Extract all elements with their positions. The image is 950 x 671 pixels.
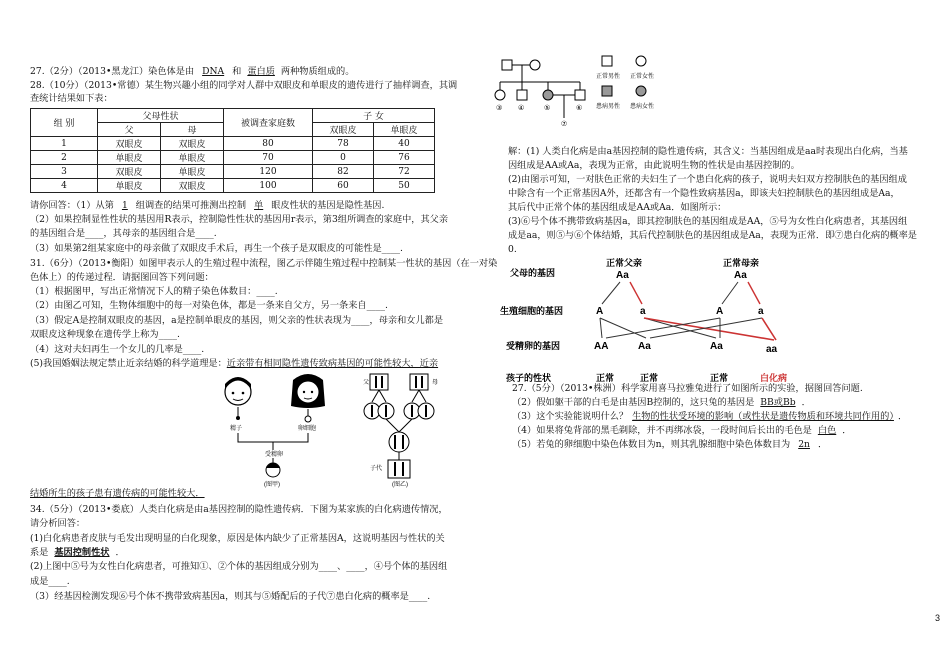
row-label-gametes: 生殖细胞的基因 bbox=[500, 306, 564, 316]
fig-jia-label: (图甲) bbox=[264, 482, 280, 488]
cell: 双眼皮 bbox=[98, 165, 161, 179]
th-parents: 父母性状 bbox=[98, 109, 224, 123]
q28-q2: （2）如果控制显性性状的基因用R表示，控制隐性性状的基因用r表示，第3组所调查的家庭中，其父亲 bbox=[30, 214, 449, 225]
pedigree-num-4: ④ bbox=[518, 105, 525, 112]
th-father: 父 bbox=[98, 123, 161, 137]
cell: 72 bbox=[374, 165, 435, 179]
table-row bbox=[31, 179, 435, 193]
page-number: 3 bbox=[934, 613, 940, 623]
offspring-Aa-1: Aa bbox=[638, 341, 651, 352]
baby-icon bbox=[266, 463, 280, 477]
table-row bbox=[31, 151, 435, 165]
q31-l5: （3）假定A是控制双眼皮的基因，a是控制单眼皮的基因，则父亲的性状表现为____，母亲和女儿都是 bbox=[30, 315, 444, 326]
pedigree-chart bbox=[498, 50, 678, 140]
legend-normal-male: 正常男性 bbox=[596, 74, 621, 80]
answer-l7: 成是aa，则⑤与⑥个体结婚，其后代控制肤色的基因组成是Aa，表现为正常．即⑦患白化病的概率是 bbox=[508, 230, 917, 241]
trait-albinism: 白化病 bbox=[760, 373, 788, 383]
q34-l6: 成是____. bbox=[30, 576, 70, 587]
woman-icon bbox=[291, 374, 325, 408]
answer-l1: 解：(1) 人类白化病是由a基因控制的隐性遗传病，其含义：当基因组成是aa时表现出白化病，当基 bbox=[508, 146, 908, 157]
trait-1: 正常 bbox=[596, 373, 615, 383]
q34-l5: (2)上图中⑤号为女性白化病患者，可推知①、②个体的基因组成分别为____、____，④号个体的基因组 bbox=[30, 561, 448, 572]
q34-l3: (1)白化病患者皮肤与毛发出现明显的白化现象，原因是体内缺少了正常基因A，这说明基因与性状的关 bbox=[30, 533, 445, 544]
cell: 100 bbox=[224, 179, 313, 193]
q34-l4: 系是 基因控制性状 ． bbox=[30, 547, 125, 558]
cell: 120 bbox=[224, 165, 313, 179]
cell: 4 bbox=[31, 179, 98, 193]
chromosome-diagram bbox=[363, 374, 438, 488]
q31-l3: （1）根据图甲，写出正常情况下人的精子染色体数目：____. bbox=[30, 286, 278, 297]
cell: 70 bbox=[224, 151, 313, 165]
pedigree-num-3: ③ bbox=[496, 105, 503, 112]
q28-intro-2: 查统计结果如下表： bbox=[30, 93, 113, 104]
legend-normal-female: 正常女性 bbox=[630, 74, 655, 80]
normal-father-label: 正常父亲 bbox=[606, 258, 643, 268]
row-label-parents: 父母的基因 bbox=[510, 268, 556, 278]
q27b-l3: （3）这个实验能说明什么？ 生物的性状受环境的影响（或性状是遗传物质和环境共同作用的） ． bbox=[512, 411, 908, 422]
mother-label: 母 bbox=[432, 380, 439, 386]
fig-yi-label: (图乙) bbox=[392, 482, 408, 488]
q31-l9: 结婚所生的孩子患有遗传病的可能性较大． bbox=[30, 488, 205, 499]
offspring-aa: aa bbox=[766, 344, 778, 355]
gamete-A-father: A bbox=[596, 306, 604, 317]
answer-l5: 其后代中正常个体的基因组成是AA或Aa．如图所示： bbox=[508, 202, 727, 213]
cell: 单眼皮 bbox=[161, 165, 224, 179]
q28-intro-1: 28.（10分）（2013•常德）某生物兴趣小组的同学对人群中双眼皮和单眼皮的遗传进行了抽样调查，其调 bbox=[30, 80, 458, 91]
row-label-traits: 孩子的性状 bbox=[506, 373, 552, 383]
cell: 单眼皮 bbox=[98, 179, 161, 193]
cell: 单眼皮 bbox=[161, 151, 224, 165]
father-genotype: Aa bbox=[616, 270, 629, 281]
answer-l6: (3)⑥号个体不携带致病基因a，即其控制肤色的基因组成是AA，⑤号为女性白化病患者，其基因组 bbox=[508, 216, 908, 227]
cell: 50 bbox=[374, 179, 435, 193]
pedigree-legend bbox=[596, 56, 654, 110]
q28-q2b: 的基因组合是____，其母亲的基因组合是____. bbox=[30, 228, 217, 239]
cell: 单眼皮 bbox=[98, 151, 161, 165]
answer-l3: (2)由图示可知，一对肤色正常的夫妇生了一个患白化病的孩子，说明夫妇双方控制肤色的基因组成 bbox=[508, 174, 907, 185]
survey-table bbox=[30, 108, 435, 193]
answer-l4: 中除含有一个正常基因A外，还都含有一个隐性致病基因a，即该夫妇控制肤色的基因组成是Aa， bbox=[508, 188, 900, 199]
egg-label: 卵细胞 bbox=[298, 426, 317, 432]
q27b-l5: （5）若兔的卵细胞中染色体数目为n，则其乳腺细胞中染色体数目为 2n ． bbox=[512, 439, 828, 450]
th-children: 子 女 bbox=[313, 109, 435, 123]
q28-answer-1: 请你回答：（1）从第 1 组调查的结果可推测出控制 单 眼皮性状的基因是隐性基因. bbox=[30, 200, 385, 211]
zygote-label: 受精卵 bbox=[265, 452, 284, 458]
q34-l7: （3）经基因检测发现⑥号个体不携带致病基因a，则其与⑤婚配后的子代⑦患白化病的概率是____. bbox=[30, 591, 431, 602]
q27b-l1: 27.（5分）（2013•株洲）科学家用喜马拉雅兔进行了如图所示的实验，据图回答问题. bbox=[512, 383, 863, 394]
q28-q3: （3）如果第2组某家庭中的母亲做了双眼皮手术后，再生一个孩子是双眼皮的可能性是____. bbox=[30, 243, 403, 254]
sperm-cell bbox=[236, 416, 240, 420]
cell: 双眼皮 bbox=[161, 137, 224, 151]
cell: 1 bbox=[31, 137, 98, 151]
offspring-Aa-2: Aa bbox=[710, 341, 723, 352]
q27b-l4: （4）如果将兔背部的黑毛剃除，并不再绑冰袋，一段时间后长出的毛色是 白色 ． bbox=[512, 425, 852, 436]
sperm-label: 精子 bbox=[230, 426, 243, 432]
pedigree-num-7: ⑦ bbox=[560, 121, 568, 128]
genetic-cross-diagram bbox=[498, 256, 828, 384]
table-row bbox=[31, 137, 435, 151]
pedigree-num-5: ⑤ bbox=[544, 105, 551, 112]
q27a-line: 27.（2分）（2013•黑龙江）染色体是由 DNA 和 蛋白质 两种物质组成的。 bbox=[30, 66, 355, 77]
answer-l8: 0. bbox=[508, 244, 517, 255]
father-label: 父 bbox=[363, 380, 370, 386]
table-row bbox=[31, 165, 435, 179]
q31-l8: (5)我国婚姻法规定禁止近亲结婚的科学道理是：近亲带有相同隐性遗传致病基因的可能性较大，近亲 bbox=[30, 358, 439, 369]
trait-3: 正常 bbox=[710, 373, 729, 383]
q27b-l2: （2）假如躯干部的白毛是由基因B控制的，这只兔的基因是 BB或Bb ． bbox=[512, 397, 811, 408]
offspring-AA: AA bbox=[594, 341, 609, 352]
gamete-a-father: a bbox=[640, 306, 646, 317]
th-families: 被调查家庭数 bbox=[224, 109, 313, 137]
th-single: 单眼皮 bbox=[374, 123, 435, 137]
cell: 60 bbox=[313, 179, 374, 193]
q31-l6: 双眼皮这种现象在遗传学上称为____. bbox=[30, 329, 180, 340]
q31-l7: （4）这对夫妇再生一个女儿的几率是____. bbox=[30, 344, 205, 355]
th-double: 双眼皮 bbox=[313, 123, 374, 137]
cell: 0 bbox=[313, 151, 374, 165]
row-label-zygotes: 受精卵的基因 bbox=[506, 341, 561, 351]
th-group: 组 别 bbox=[31, 109, 98, 137]
trait-2: 正常 bbox=[640, 373, 659, 383]
offspring-label: 子代 bbox=[370, 466, 383, 472]
cell: 双眼皮 bbox=[98, 137, 161, 151]
egg-cell bbox=[305, 416, 311, 422]
cell: 78 bbox=[313, 137, 374, 151]
cell: 双眼皮 bbox=[161, 179, 224, 193]
man-icon bbox=[225, 377, 251, 405]
q31-l1: 31.（6分）（2013•衡阳）如图甲表示人的生殖过程中流程，图乙示伴随生殖过程中控制某一性状的基因（在一对染 bbox=[30, 258, 498, 269]
normal-mother-label: 正常母亲 bbox=[723, 258, 760, 268]
cell: 40 bbox=[374, 137, 435, 151]
mother-genotype: Aa bbox=[734, 270, 747, 281]
q34-l2: 请分析回答： bbox=[30, 518, 86, 529]
cell: 82 bbox=[313, 165, 374, 179]
reproduction-figure bbox=[210, 372, 460, 488]
legend-affected-male: 患病男性 bbox=[596, 104, 621, 110]
cell: 2 bbox=[31, 151, 98, 165]
legend-affected-female: 患病女性 bbox=[630, 104, 655, 110]
th-mother: 母 bbox=[161, 123, 224, 137]
answer-l2: 因组成是AA或Aa，表现为正常，由此说明生物的性状是由基因控制的。 bbox=[508, 160, 800, 171]
cell: 76 bbox=[374, 151, 435, 165]
cell: 80 bbox=[224, 137, 313, 151]
q34-l1: 34.（5分）（2013•娄底）人类白化病是由a基因控制的隐性遗传病．下图为某家族的白化病遗传情况， bbox=[30, 504, 448, 515]
q31-l2: 色体上）的传递过程．请据图回答下列问题： bbox=[30, 272, 214, 283]
cell: 3 bbox=[31, 165, 98, 179]
gamete-a-mother: a bbox=[758, 306, 764, 317]
q31-l4: （2）由图乙可知，生物体细胞中的每一对染色体，都是一条来自父方，另一条来自____. bbox=[30, 300, 388, 311]
pedigree-num-6: ⑥ bbox=[576, 105, 583, 112]
gamete-A-mother: A bbox=[716, 306, 724, 317]
